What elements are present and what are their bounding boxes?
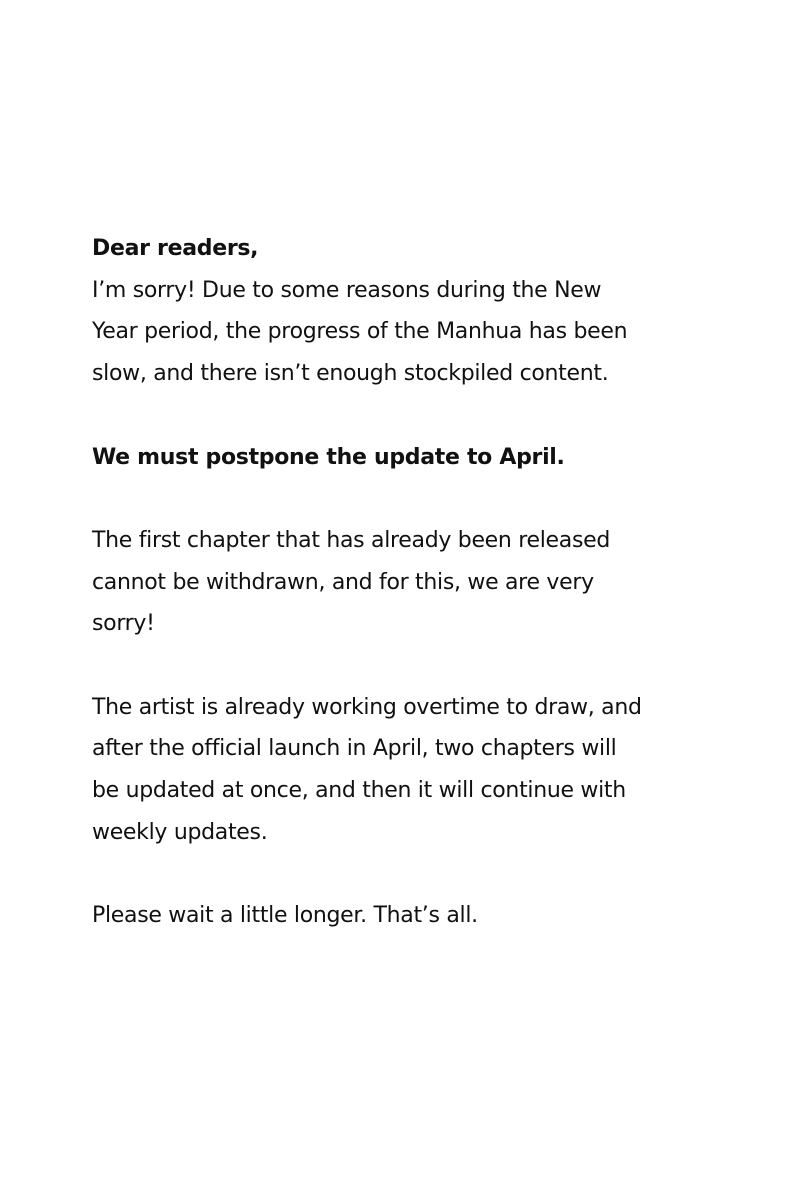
apology-paragraph: I’m sorry! Due to some reasons during the New Year period, the progress of the Manhua has been slow, and there isn’t enough stockpiled content.: [92, 277, 628, 387]
first-chapter-paragraph: The first chapter that has already been released cannot be withdrawn, and for this, we are very sorry!: [92, 527, 611, 637]
announcement-notice: [92, 228, 732, 937]
artist-update-paragraph: The artist is already working overtime to draw, and after the official launch in April, two chapters will be updated at once, and then it will continue with weekly updates.: [92, 694, 642, 845]
greeting-heading: Dear readers,: [92, 236, 259, 261]
closing-line: Please wait a little longer. That’s all.: [92, 903, 478, 929]
postpone-statement: We must postpone the update to April.: [92, 444, 565, 470]
